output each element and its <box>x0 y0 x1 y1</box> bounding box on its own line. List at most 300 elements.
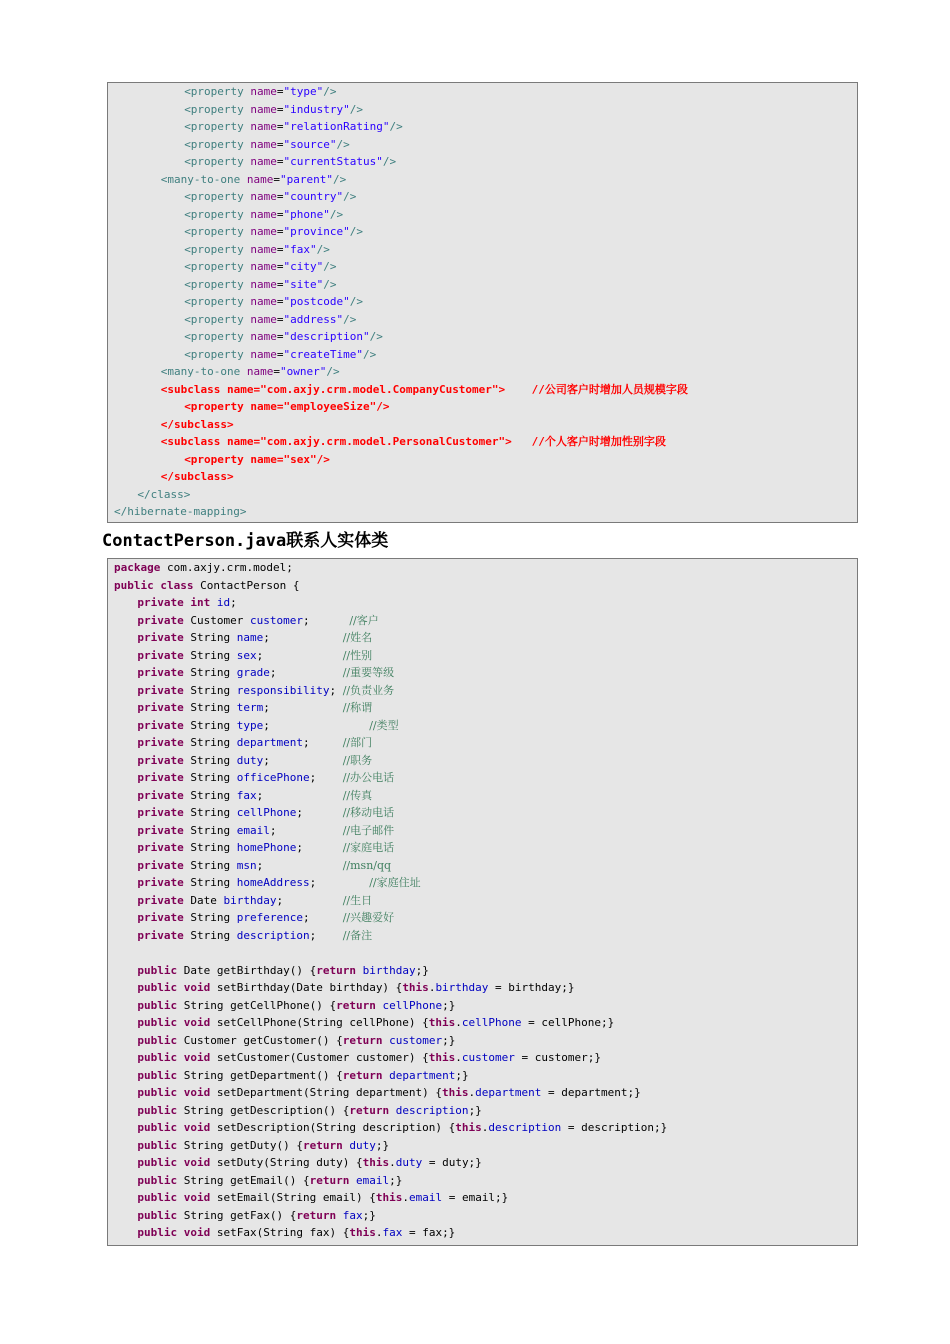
code-token: ;} <box>442 998 456 1012</box>
code-token: "parent" <box>280 172 333 186</box>
code-token: setDuty(String duty) { <box>210 1156 363 1169</box>
code-token: //部门 <box>342 736 373 749</box>
code-token: fax <box>236 788 257 802</box>
code-token: private <box>137 736 184 749</box>
code-token: public <box>137 1208 178 1222</box>
code-line <box>137 1207 375 1225</box>
code-line <box>137 1224 455 1242</box>
code-token: name <box>250 155 277 168</box>
code-token: grade <box>236 666 270 679</box>
code-line <box>137 979 574 997</box>
code-token: String getFax() { <box>177 1208 297 1222</box>
code-token: /> <box>323 260 337 273</box>
code-token: //负责业务 <box>342 683 395 697</box>
code-token: String getEmail() { <box>177 1173 310 1187</box>
code-token: = <box>276 312 284 326</box>
code-line <box>137 1067 468 1085</box>
code-token: ; <box>329 683 343 697</box>
code-token: <property <box>184 102 251 116</box>
code-token: <property <box>184 225 251 238</box>
code-token: /> <box>389 120 403 133</box>
code-token: String <box>183 876 237 889</box>
code-token: cellPhone <box>236 806 297 819</box>
code-token: private <box>137 928 184 942</box>
code-token: public <box>137 1033 178 1047</box>
code-token: = <box>276 295 284 308</box>
code-token: <property <box>184 155 251 168</box>
heading-filename: ContactPerson.java <box>102 531 287 551</box>
code-token: ; <box>263 753 343 767</box>
code-token: String <box>183 753 237 767</box>
code-line <box>137 1172 402 1190</box>
code-token: setDescription(String description) { <box>210 1121 456 1134</box>
code-token: "type" <box>283 85 324 98</box>
code-token: "owner" <box>280 365 327 378</box>
code-token: private <box>137 806 184 819</box>
code-line <box>184 258 336 276</box>
code-token: public <box>137 1173 178 1187</box>
code-token: com.axjy.crm.model; <box>160 561 293 574</box>
code-token: name <box>250 295 277 308</box>
code-token: //办公电话 <box>342 771 395 784</box>
code-token: this <box>362 1156 390 1169</box>
code-line <box>137 1032 455 1050</box>
code-token: this <box>455 1121 482 1134</box>
code-line <box>137 647 372 665</box>
code-token: "city" <box>283 260 324 273</box>
xml-code-block <box>107 82 858 523</box>
code-line <box>184 83 336 101</box>
code-token: //家庭电话 <box>342 841 395 854</box>
code-token: public <box>137 963 178 977</box>
code-token: name <box>250 225 277 238</box>
code-line <box>161 363 340 381</box>
code-token: ; <box>263 718 370 732</box>
code-token: = <box>276 225 284 238</box>
code-token: /> <box>333 172 347 186</box>
code-token: //移动电话 <box>342 806 395 819</box>
code-token: public void <box>137 1121 211 1134</box>
code-token: ; <box>302 613 350 627</box>
code-line <box>114 577 299 595</box>
code-line <box>161 171 346 189</box>
code-token: private <box>137 683 184 697</box>
code-token: = <box>273 172 281 186</box>
code-line <box>137 804 394 822</box>
code-token: return <box>342 1068 383 1082</box>
code-token: ; <box>263 701 343 714</box>
code-token: ContactPerson { <box>193 578 300 592</box>
code-token: = fax;} <box>402 1226 456 1239</box>
code-token: return <box>349 1103 390 1117</box>
code-token: String <box>183 701 237 714</box>
code-line <box>137 1154 481 1172</box>
code-token: ; <box>296 841 343 854</box>
code-token: = birthday;} <box>488 981 575 994</box>
code-token: = cellPhone;} <box>521 1016 615 1029</box>
code-token: homePhone <box>236 841 297 854</box>
code-token: name <box>250 190 277 203</box>
code-token: //客户 <box>349 613 379 627</box>
code-token: <property <box>184 295 251 308</box>
code-token: = <box>276 155 284 168</box>
code-token: private <box>137 613 184 627</box>
code-token: <property <box>184 190 251 203</box>
code-token: . <box>468 1086 476 1099</box>
code-token: //电子邮件 <box>342 823 395 837</box>
code-line <box>184 241 330 259</box>
code-token: "phone" <box>283 207 330 221</box>
code-token: String <box>183 631 237 644</box>
code-token: = <box>276 347 284 361</box>
code-token: private <box>137 701 184 714</box>
code-token: private <box>137 771 184 784</box>
code-token: String <box>183 718 237 732</box>
code-token: Date getBirthday() { <box>177 963 317 977</box>
code-token: name <box>250 85 277 98</box>
code-token: ; <box>309 771 343 784</box>
java-code-block <box>107 558 858 1246</box>
code-token: . <box>402 1191 409 1204</box>
code-token: ;} <box>442 1033 456 1047</box>
code-token: "source" <box>283 137 337 151</box>
code-token: public void <box>137 1191 211 1204</box>
code-token: = <box>276 137 284 151</box>
code-token: </subclass> <box>160 417 234 431</box>
code-token: <many-to-one <box>160 365 247 378</box>
code-line <box>184 223 363 241</box>
code-token: /> <box>369 330 383 343</box>
code-token: Customer <box>183 613 250 627</box>
code-token: cellPhone <box>382 998 443 1012</box>
code-token: fax <box>382 1226 403 1239</box>
code-token: private <box>137 911 184 924</box>
code-token: email <box>236 823 270 837</box>
code-token: duty <box>236 753 264 767</box>
code-token: this <box>428 1016 456 1029</box>
code-token: ; <box>302 911 343 924</box>
code-token: public class <box>114 578 194 592</box>
code-line <box>137 874 420 892</box>
code-token: //职务 <box>342 753 373 767</box>
code-token: <property <box>184 242 251 256</box>
code-token: email <box>408 1191 443 1204</box>
code-token: ;} <box>415 963 429 977</box>
code-token: /> <box>349 102 364 116</box>
code-token: private <box>137 893 184 907</box>
code-token <box>210 596 217 609</box>
code-token: name <box>246 172 274 186</box>
code-token: /> <box>323 277 337 291</box>
code-token: return <box>336 998 376 1012</box>
code-line <box>137 486 190 504</box>
code-token: cellPhone <box>461 1016 522 1029</box>
code-token: = <box>276 330 284 343</box>
code-line <box>137 1049 601 1067</box>
code-line <box>137 822 394 840</box>
code-line <box>161 381 688 399</box>
code-line <box>137 909 394 927</box>
code-token: = <box>276 260 284 273</box>
code-token: = <box>276 120 284 133</box>
code-token: name <box>246 365 274 378</box>
code-token: String <box>183 928 237 942</box>
code-token: //备注 <box>342 928 373 942</box>
code-token: //姓名 <box>342 631 373 644</box>
code-token: customer <box>389 1033 443 1047</box>
code-token: private <box>137 718 184 732</box>
code-token: ; <box>302 736 343 749</box>
code-token: <subclass name="com.axjy.crm.model.PersonalCustomer"> //个人客户时增加性别字段 <box>160 435 666 448</box>
code-token: private <box>137 648 184 662</box>
code-line <box>161 433 666 451</box>
code-token: name <box>250 102 277 116</box>
code-token: //兴趣爱好 <box>342 911 395 924</box>
code-token: = email;} <box>442 1191 509 1204</box>
code-token: private <box>137 823 184 837</box>
code-token: ; <box>269 666 343 679</box>
code-token <box>336 1209 343 1222</box>
code-token: ; <box>269 823 343 837</box>
code-token: private <box>137 788 184 802</box>
code-line <box>184 451 330 469</box>
code-line <box>137 839 394 857</box>
code-line <box>184 206 343 224</box>
code-line <box>184 311 356 329</box>
code-token: private <box>137 858 184 872</box>
code-token: birthday <box>435 981 489 994</box>
code-token: ; <box>256 788 343 802</box>
code-token: /> <box>323 85 337 98</box>
code-token: public <box>137 1103 178 1117</box>
code-token: String <box>183 788 237 802</box>
code-line <box>137 892 372 910</box>
code-token: </subclass> <box>160 470 234 483</box>
code-token: <property name="employeeSize"/> <box>184 400 390 413</box>
code-token: String <box>183 736 237 749</box>
code-token: private <box>137 876 184 889</box>
code-token: = <box>276 190 284 203</box>
code-token: public <box>137 1138 178 1152</box>
code-line <box>137 594 236 612</box>
code-token: "fax" <box>283 242 317 256</box>
code-line <box>137 857 391 875</box>
code-token: = department;} <box>541 1086 641 1099</box>
code-token: description <box>236 928 310 942</box>
code-line <box>137 962 428 980</box>
code-token: public <box>137 998 178 1012</box>
code-token: private int <box>137 596 211 609</box>
code-token: ;} <box>362 1208 376 1222</box>
code-line <box>137 629 372 647</box>
code-token: String <box>183 841 237 854</box>
code-token: <property <box>184 347 251 361</box>
code-token: description <box>395 1103 469 1117</box>
code-token: String getDuty() { <box>177 1138 303 1152</box>
code-token: . <box>481 1121 489 1134</box>
code-token: name <box>250 330 277 343</box>
code-token: email <box>355 1173 390 1187</box>
code-token: /> <box>329 207 344 221</box>
code-token: this <box>375 1191 403 1204</box>
code-token: String <box>183 666 237 679</box>
code-token: name <box>250 312 277 326</box>
section-heading <box>102 530 388 552</box>
code-token: //类型 <box>369 718 399 732</box>
code-token <box>349 1174 356 1187</box>
code-token: ; <box>309 876 370 889</box>
code-token: "description" <box>283 330 370 343</box>
code-token: fax <box>342 1208 363 1222</box>
code-token: = <box>276 102 284 116</box>
code-token: //性别 <box>342 648 373 662</box>
code-token: public void <box>137 1226 211 1239</box>
code-token: name <box>250 120 277 133</box>
code-token: = <box>276 85 284 98</box>
code-token: department <box>475 1086 542 1099</box>
code-token: //传真 <box>342 788 373 802</box>
code-token: <property <box>184 330 251 343</box>
code-line <box>137 1189 508 1207</box>
code-token: String getCellPhone() { <box>177 998 337 1012</box>
code-token: ; <box>309 928 343 942</box>
code-token: setEmail(String email) { <box>210 1191 376 1204</box>
code-line <box>114 503 246 521</box>
code-token: public void <box>137 1156 211 1169</box>
code-token: </class> <box>137 487 191 501</box>
code-token: <property <box>184 207 251 221</box>
code-token: customer <box>461 1051 515 1064</box>
code-token: String <box>183 823 237 837</box>
code-token: ; <box>263 631 343 644</box>
code-token: ; <box>296 806 343 819</box>
code-line <box>137 612 378 630</box>
code-line <box>137 1137 389 1155</box>
code-token: <property <box>184 120 251 133</box>
code-token: name <box>250 260 277 273</box>
code-token <box>389 1104 396 1117</box>
code-token: private <box>137 631 184 644</box>
code-token: <subclass name="com.axjy.crm.model.CompanyCustomer"> //公司客户时增加人员规模字段 <box>160 382 688 396</box>
code-line <box>137 997 455 1015</box>
code-token: = description;} <box>561 1121 668 1134</box>
code-token: . <box>455 1051 462 1064</box>
code-line <box>137 682 394 700</box>
code-token: <property <box>184 137 251 151</box>
code-token: = <box>276 242 284 256</box>
code-token: /> <box>382 155 397 168</box>
code-token: /> <box>343 190 357 203</box>
code-token: homeAddress <box>236 876 310 889</box>
code-token: //生日 <box>342 893 373 907</box>
code-line <box>137 1084 640 1102</box>
code-token: public void <box>137 1016 211 1029</box>
code-token: "createTime" <box>283 347 364 361</box>
code-token: "industry" <box>283 102 350 116</box>
code-token: private <box>137 753 184 767</box>
code-token: officePhone <box>236 771 310 784</box>
code-token: customer <box>249 613 303 627</box>
code-token: name <box>250 207 277 221</box>
code-line <box>184 153 396 171</box>
code-token: //称谓 <box>342 701 373 714</box>
code-token: = customer;} <box>514 1051 601 1064</box>
code-token: String <box>183 911 237 924</box>
code-line <box>137 1119 667 1137</box>
code-token: setBirthday(Date birthday) { <box>210 981 403 994</box>
code-token: this <box>402 981 429 994</box>
code-token: . <box>455 1016 462 1029</box>
code-line <box>137 1014 614 1032</box>
code-token: ; <box>276 893 343 907</box>
code-token: term <box>236 701 264 714</box>
code-token: String getDepartment() { <box>177 1068 343 1082</box>
code-token: this <box>442 1086 469 1099</box>
code-token: sex <box>236 648 257 662</box>
code-token: name <box>250 137 277 151</box>
code-line <box>137 1102 481 1120</box>
code-line <box>137 927 372 945</box>
code-line <box>184 398 389 416</box>
code-token: <property <box>184 277 251 291</box>
heading-title: 联系人实体类 <box>286 531 389 551</box>
code-token: birthday <box>223 893 277 907</box>
code-token: ;} <box>389 1173 403 1187</box>
code-token: //msn/qq <box>342 858 392 872</box>
code-token: package <box>114 561 161 574</box>
code-token: public <box>137 1068 178 1082</box>
code-token: Customer getCustomer() { <box>177 1033 343 1047</box>
code-token: /> <box>336 137 350 151</box>
code-token: "relationRating" <box>283 120 390 133</box>
code-token: <property <box>184 312 251 326</box>
code-token: birthday <box>362 963 416 977</box>
code-token: //家庭住址 <box>369 876 421 889</box>
code-token: setCustomer(Customer customer) { <box>210 1051 429 1064</box>
code-token: Date <box>183 893 224 907</box>
code-token: String <box>183 858 237 872</box>
code-token: return <box>316 963 356 977</box>
code-token: "country" <box>283 190 344 203</box>
code-token: <property <box>184 85 251 98</box>
code-token: private <box>137 666 184 679</box>
code-token: "site" <box>283 277 324 291</box>
code-token: public void <box>137 981 211 994</box>
code-token: = <box>276 277 284 291</box>
code-token: = <box>276 207 284 221</box>
code-token: private <box>137 841 184 854</box>
code-token: ;} <box>455 1068 469 1082</box>
code-token: /> <box>349 225 364 238</box>
code-line <box>137 769 394 787</box>
code-token: = <box>273 365 281 378</box>
code-token: return <box>302 1138 343 1152</box>
code-token: /> <box>316 242 330 256</box>
code-line <box>184 118 403 136</box>
code-token: String <box>183 771 237 784</box>
code-token <box>356 964 363 977</box>
code-token: /> <box>326 365 340 378</box>
code-token: setDepartment(String department) { <box>210 1086 443 1099</box>
code-token: preference <box>236 911 303 924</box>
code-token: "address" <box>283 312 344 326</box>
code-line <box>184 293 363 311</box>
code-token: String <box>183 683 237 697</box>
code-line <box>161 468 234 486</box>
code-token: return <box>309 1173 350 1187</box>
code-token: name <box>250 242 277 256</box>
code-token: /> <box>343 312 357 326</box>
